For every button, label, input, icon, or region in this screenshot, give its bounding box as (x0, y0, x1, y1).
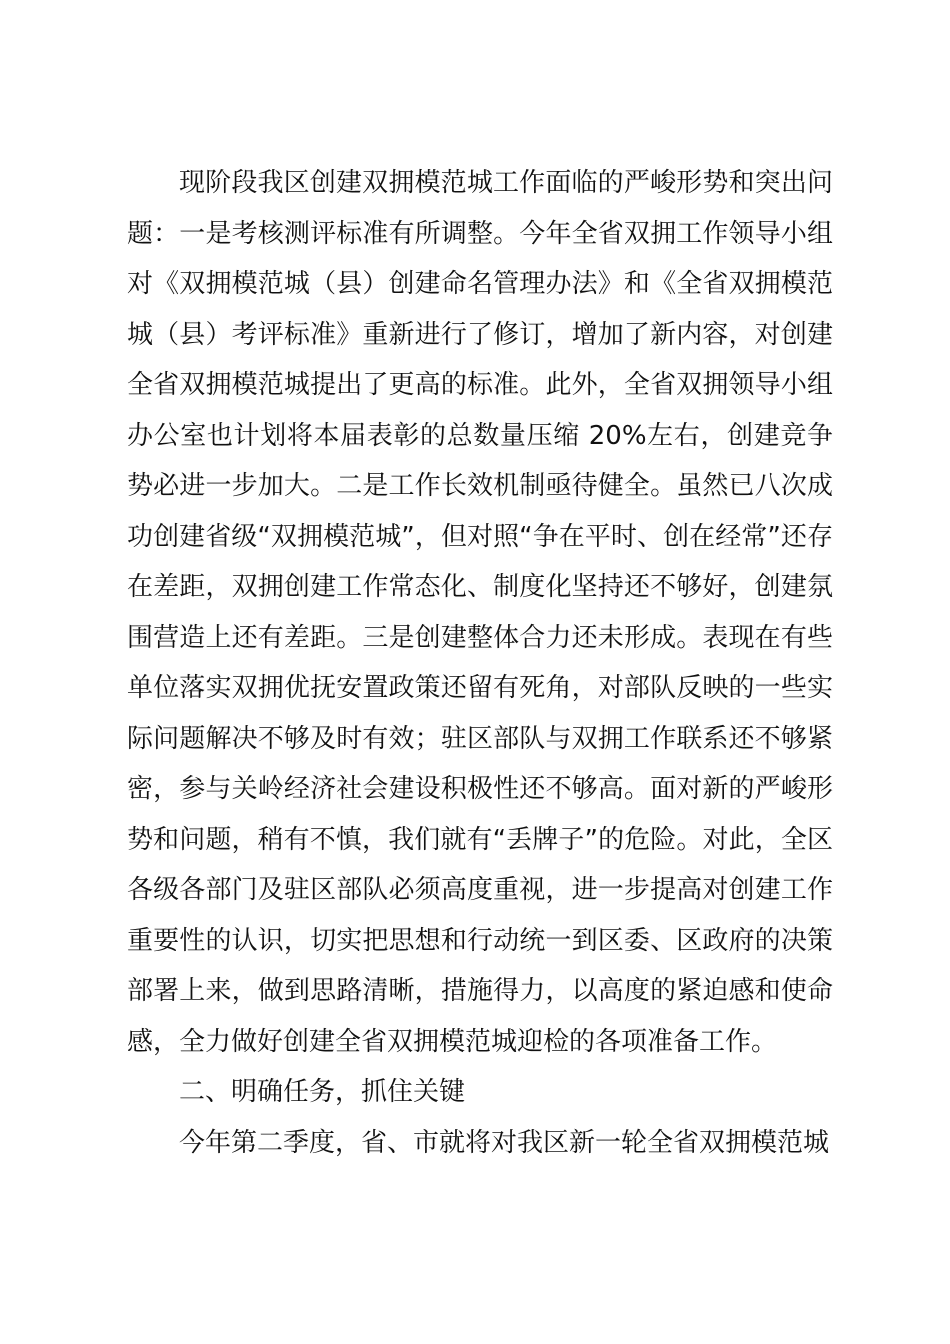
body-paragraph-continued: 今年第二季度，省、市就将对我区新一轮全省双拥模范城 (179, 1127, 830, 1158)
body-paragraph: 现阶段我区创建双拥模范城工作面临的严峻形势和突出问题：一是考核测评标准有所调整。今年全省双拥工作领导小组对《双拥模范城（县）创建命名管理办法》和《全省双拥模范城（县）考评标准》重新进行了修订，增加了新内容，对创建全省双拥模范城提出了更高的标准。此外，全省双拥领导小组办公室也计划将本届表彰的总数量压缩 20%左右，创建竞争势必进一步加大。二是工作长效机制亟待健全。虽然已八次成功创建省级“双拥模范城”，但对照“争在平时、创在经常”还存在差距，双拥创建工作常态化、制度化坚持还不够好，创建氛围营造上还有差距。三是创建整体合力还未形成。表现在有些单位落实双拥优抚安置政策还留有死角，对部队反映的一些实际问题解决不够及时有效；驻区部队与双拥工作联系还不够紧密，参与关岭经济社会建设积极性还不够高。面对新的严峻形势和问题，稍有不慎，我们就有“丢牌子”的危险。对此，全区各级各部门及驻区部队必须高度重视，进一步提高对创建工作重要性的认识，切实把思想和行动统一到区委、区政府的决策部署上来，做到思路清晰，措施得力，以高度的紧迫感和使命感，全力做好创建全省双拥模范城迎检的各项准备工作。 (127, 168, 833, 1057)
section-heading: 二、明确任务，抓住关键 (179, 1077, 466, 1107)
document-body (127, 158, 833, 1168)
